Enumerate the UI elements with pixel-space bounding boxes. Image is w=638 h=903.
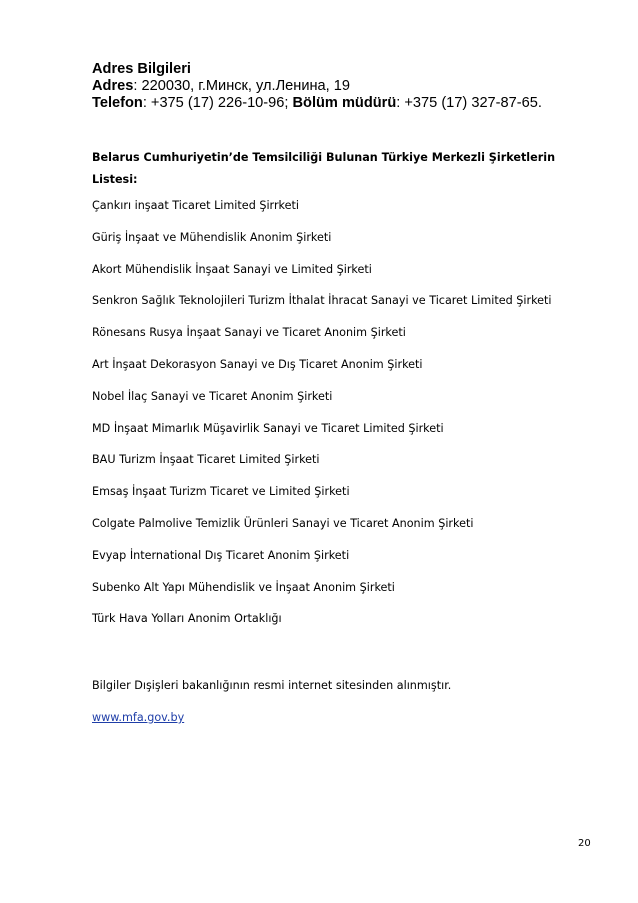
company-item: Rönesans Rusya İnşaat Sanayi ve Ticaret Anonim Şirketi xyxy=(92,326,406,340)
company-item: Subenko Alt Yapı Mühendislik ve İnşaat Anonim Şirketi xyxy=(92,580,395,594)
companies-heading-line1: Belarus Cumhuriyetin’de Temsilciliği Bulunan Türkiye Merkezli Şirketlerin xyxy=(92,151,556,164)
company-item: Emsaş İnşaat Turizm Ticaret ve Limited Şirketi xyxy=(92,485,350,499)
companies-heading-line2: Listesi: xyxy=(92,173,138,186)
page-number: 20 xyxy=(578,838,591,849)
address-title: Adres Bilgileri xyxy=(92,61,191,77)
address-line xyxy=(92,78,612,95)
source-note: Bilgiler Dışişleri bakanlığının resmi internet sitesinden alınmıştır. xyxy=(92,679,452,692)
source-link[interactable]: www.mfa.gov.by xyxy=(92,711,185,724)
company-item: BAU Turizm İnşaat Ticaret Limited Şirketi xyxy=(92,453,320,467)
companies-heading xyxy=(92,147,612,191)
address-value: : 220030, г.Минск, ул.Ленина, 19 xyxy=(133,78,351,94)
company-item: Evyap İnternational Dış Ticaret Anonim Şirketi xyxy=(92,548,350,562)
address-label: Adres xyxy=(92,78,134,94)
company-item: Colgate Palmolive Temizlik Ürünleri Sanayi ve Ticaret Anonim Şirketi xyxy=(92,516,474,530)
phone-label: Telefon xyxy=(92,95,143,111)
manager-value: : +375 (17) 327-87-65. xyxy=(396,95,542,111)
company-item: Nobel İlaç Sanayi ve Ticaret Anonim Şirketi xyxy=(92,389,333,403)
company-item: MD İnşaat Mimarlık Müşavirlik Sanayi ve Ticaret Limited Şirketi xyxy=(92,421,444,435)
company-item: Akort Mühendislik İnşaat Sanayi ve Limited Şirketi xyxy=(92,262,372,276)
address-block xyxy=(92,61,612,112)
phone-value: : +375 (17) 226-10-96; xyxy=(142,95,293,111)
company-item: Çankırı inşaat Ticaret Limited Şirrketi xyxy=(92,199,300,212)
company-item: Türk Hava Yolları Anonim Ortaklığı xyxy=(92,612,282,626)
company-item: Art İnşaat Dekorasyon Sanayi ve Dış Ticaret Anonim Şirketi xyxy=(92,357,423,371)
manager-label: Bölüm müdürü xyxy=(292,95,397,111)
source-link-wrapper xyxy=(92,708,612,728)
company-item: Güriş İnşaat ve Mühendislik Anonim Şirketi xyxy=(92,230,332,244)
phone-line xyxy=(92,95,612,112)
company-item: Senkron Sağlık Teknolojileri Turizm İthalat İhracat Sanayi ve Ticaret Limited Şirketi xyxy=(92,294,552,308)
company-list xyxy=(92,196,552,641)
